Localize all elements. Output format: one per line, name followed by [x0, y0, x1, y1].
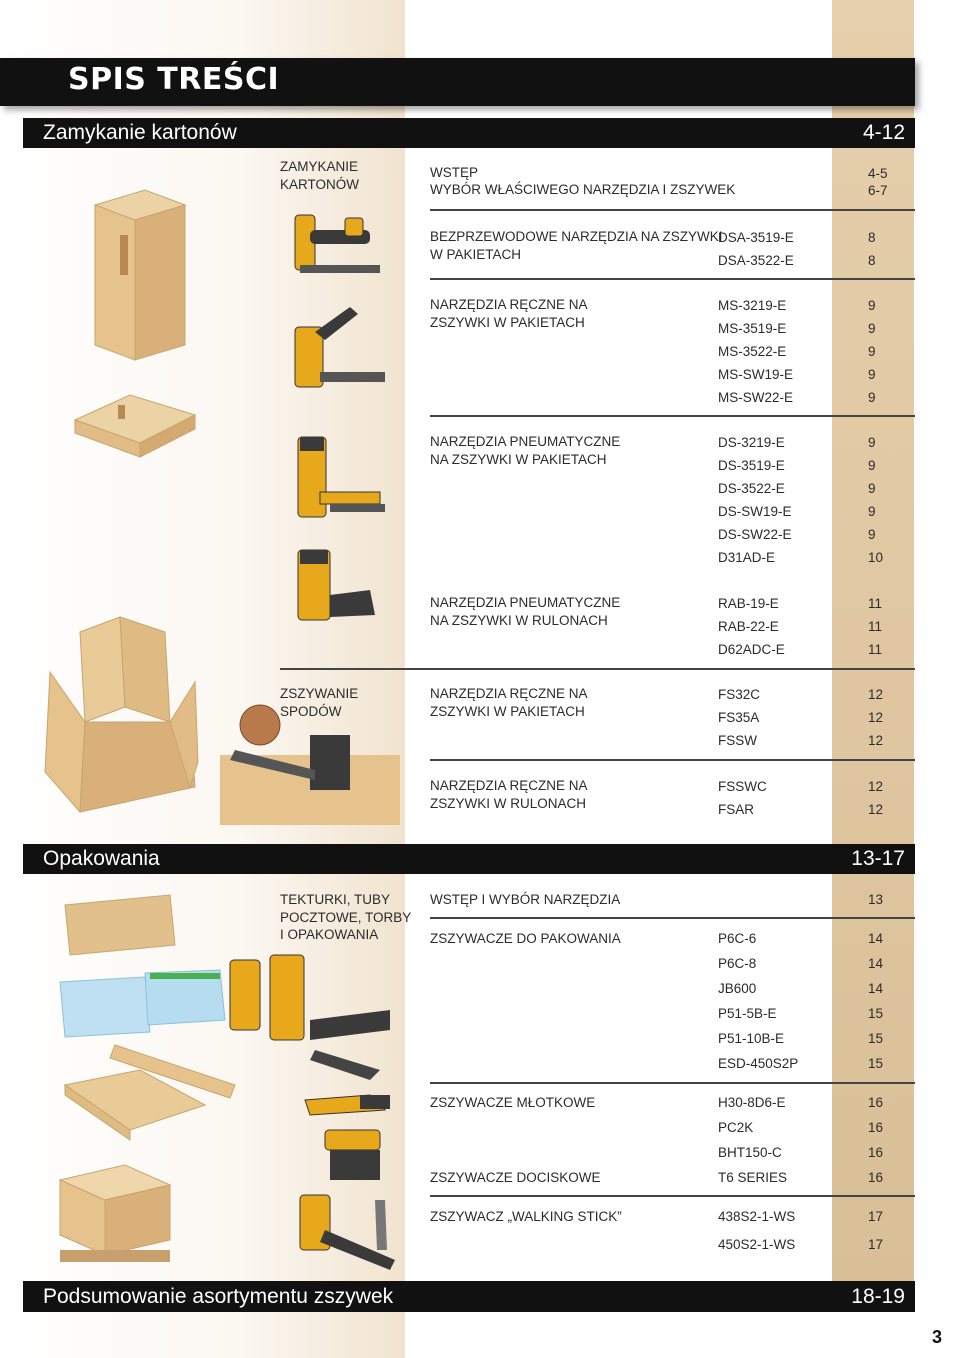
open-box-illustration — [40, 612, 200, 822]
model-page: 12 — [868, 802, 884, 817]
manual-stapler-illustration — [290, 292, 390, 402]
model-name: H30-8D6-E — [718, 1095, 786, 1110]
model-name: P6C-8 — [718, 956, 757, 971]
group-label-reczne-rulony-spody: NARZĘDZIA RĘCZNE NA ZSZYWKI W RULONACH — [430, 778, 588, 811]
model-page: 12 — [868, 710, 884, 725]
model-name: BHT150-C — [718, 1145, 782, 1160]
model-name: DS-3519-E — [718, 458, 785, 473]
model-name: FS32C — [718, 687, 761, 702]
section-title: Podsumowanie asortymentu zszywek — [43, 1284, 394, 1308]
model-page: 16 — [868, 1095, 884, 1110]
model-page: 11 — [868, 596, 883, 611]
model-name: MS-SW19-E — [718, 367, 794, 382]
category-tekturki: TEKTURKI, TUBY POCZTOWE, TORBY I OPAKOWANIA — [280, 892, 412, 942]
model-name: DS-3522-E — [718, 481, 785, 496]
model-page: 14 — [868, 931, 884, 946]
divider — [430, 278, 915, 280]
model-name: MS-3522-E — [718, 344, 787, 359]
divider — [430, 415, 915, 417]
model-page: 17 — [868, 1237, 884, 1252]
bottom-stapler-illustration — [215, 700, 405, 830]
model-page: 9 — [868, 298, 876, 313]
section-header-zamykanie — [23, 118, 915, 148]
model-page: 12 — [868, 733, 884, 748]
model-name: MS-3519-E — [718, 321, 787, 336]
model-page: 9 — [868, 321, 876, 336]
model-page: 9 — [868, 367, 876, 382]
packing-staplers-illustration — [220, 950, 400, 1090]
model-page: 15 — [868, 1031, 884, 1046]
model-name: DS-SW19-E — [718, 504, 792, 519]
section-pages: 4-12 — [862, 121, 905, 144]
model-page: 9 — [868, 458, 876, 473]
model-page: 10 — [868, 550, 884, 565]
model-name: DS-3219-E — [718, 435, 785, 450]
divider — [430, 209, 915, 211]
model-page: 9 — [868, 504, 876, 519]
model-page: 16 — [868, 1120, 884, 1135]
divider — [430, 1195, 915, 1197]
group-label-bezprzewodowe: BEZPRZEWODOWE NARZĘDZIA NA ZSZYWKI W PAKIETACH — [430, 229, 723, 262]
model-page: 14 — [868, 956, 884, 971]
section-pages: 13-17 — [851, 847, 905, 870]
model-name: T6 SERIES — [718, 1170, 788, 1185]
section-pages: 18-19 — [851, 1284, 905, 1308]
intro-page: 13 — [868, 892, 884, 907]
group-label-reczne-pakiety: NARZĘDZIA RĘCZNE NA ZSZYWKI W PAKIETACH — [430, 297, 588, 330]
pallet-box-illustration — [55, 1160, 175, 1270]
model-page: 9 — [868, 390, 876, 405]
model-page: 9 — [868, 527, 876, 542]
model-page: 11 — [868, 619, 883, 634]
divider — [430, 917, 915, 919]
model-name: MS-SW22-E — [718, 390, 794, 405]
cordless-stapler-illustration — [285, 210, 385, 280]
model-page: 17 — [868, 1209, 884, 1224]
model-page: 16 — [868, 1170, 884, 1185]
poly-bag-illustration-2 — [140, 965, 230, 1030]
model-name: MS-3219-E — [718, 298, 787, 313]
model-name: RAB-22-E — [718, 619, 779, 634]
model-page: 16 — [868, 1145, 884, 1160]
hammer-tacker-illustration — [300, 1080, 395, 1130]
model-page: 12 — [868, 687, 884, 702]
model-page: 12 — [868, 779, 884, 794]
divider — [430, 1082, 915, 1084]
group-label-walking-stick: ZSZYWACZ „WALKING STICK” — [430, 1209, 622, 1224]
model-name: FS35A — [718, 710, 760, 725]
flat-tray-illustration — [60, 1065, 210, 1145]
section-title: Opakowania — [43, 847, 160, 870]
model-page: 14 — [868, 981, 884, 996]
envelope-illustration — [60, 890, 180, 960]
group-label-dociskowe: ZSZYWACZE DOCISKOWE — [430, 1170, 601, 1185]
model-name: P6C-6 — [718, 931, 757, 946]
section-header-podsumowanie — [23, 1281, 915, 1312]
model-name: D62ADC-E — [718, 642, 785, 657]
walking-stick-stapler-illustration — [295, 1190, 405, 1280]
model-page: 9 — [868, 344, 876, 359]
model-name: D31AD-E — [718, 550, 776, 565]
model-name: FSSWC — [718, 779, 767, 794]
carton-box-illustration — [85, 185, 195, 365]
model-name: DS-SW22-E — [718, 527, 792, 542]
divider — [430, 759, 915, 761]
model-name: FSSW — [718, 733, 757, 748]
group-label-mlotkowe: ZSZYWACZE MŁOTKOWE — [430, 1095, 596, 1110]
divider — [280, 668, 915, 670]
model-name: P51-5B-E — [718, 1006, 777, 1021]
hand-tacker-illustration — [315, 1125, 390, 1190]
page-title: SPIS TREŚCI — [68, 62, 280, 97]
model-name: P51-10B-E — [718, 1031, 785, 1046]
model-name: JB600 — [718, 981, 757, 996]
model-page: 9 — [868, 481, 876, 496]
intro-label: WSTĘP I WYBÓR NARZĘDZIA — [430, 892, 621, 907]
model-name: ESD-450S2P — [718, 1056, 799, 1071]
model-name: FSAR — [718, 802, 755, 817]
model-name: RAB-19-E — [718, 596, 779, 611]
section-title: Zamykanie kartonów — [43, 121, 237, 144]
category-zamykanie-kartonow: ZAMYKANIE KARTONÓW — [280, 159, 360, 192]
model-page: 8 — [868, 253, 876, 268]
group-label-pakowania: ZSZYWACZE DO PAKOWANIA — [430, 931, 621, 946]
model-name: 438S2-1-WS — [718, 1209, 796, 1224]
group-label-reczne-pakiety-spody: NARZĘDZIA RĘCZNE NA ZSZYWKI W PAKIETACH — [430, 686, 588, 719]
intro-line-2: WYBÓR WŁAŚCIWEGO NARZĘDZIA I ZSZYWEK — [430, 182, 736, 197]
intro-page-1: 4-5 — [868, 166, 888, 181]
model-name: DSA-3519-E — [718, 230, 794, 245]
section-header-opakowania — [23, 844, 915, 874]
model-page: 15 — [868, 1006, 884, 1021]
model-page: 8 — [868, 230, 876, 245]
group-label-pneumatyczne-pakiety: NARZĘDZIA PNEUMATYCZNE NA ZSZYWKI W PAKIETACH — [430, 434, 621, 467]
page-number: 3 — [914, 1316, 960, 1358]
intro-page-2: 6-7 — [868, 183, 888, 198]
model-name: DSA-3522-E — [718, 253, 794, 268]
model-page: 15 — [868, 1056, 884, 1071]
model-name: 450S2-1-WS — [718, 1237, 796, 1252]
flat-carton-illustration — [70, 385, 200, 460]
category-zszywanie-spodow: ZSZYWANIE SPODÓW — [280, 686, 359, 719]
model-page: 9 — [868, 435, 876, 450]
intro-line-1: WSTĘP — [430, 165, 479, 180]
pneumatic-stapler-illustration-1 — [290, 432, 390, 527]
group-label-pneumatyczne-rulony: NARZĘDZIA PNEUMATYCZNE NA ZSZYWKI W RULONACH — [430, 595, 621, 628]
model-name: PC2K — [718, 1120, 754, 1135]
pneumatic-stapler-illustration-2 — [290, 545, 390, 625]
model-page: 11 — [868, 642, 883, 657]
